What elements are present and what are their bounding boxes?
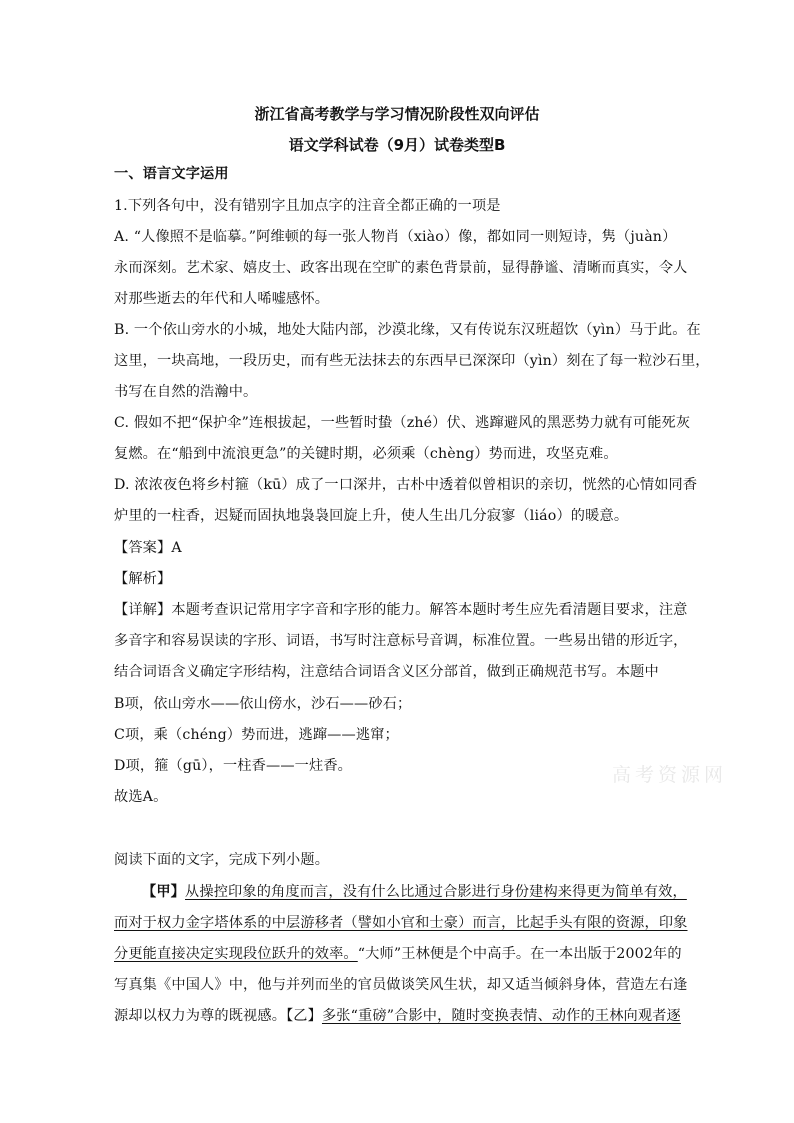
passage-text: 写真集《中国人》中，他与并列而坐的官员做谈笑风生状，却又适当倾斜身体，营造左右逢 xyxy=(114,977,688,993)
conclusion: 故选A。 xyxy=(114,789,168,805)
underlined-text: 而对于权力金字塔体系的中层游移者（譬如小官和士豪）而言，比起手头有限的资源，印象 xyxy=(114,915,688,931)
option-d-line: 炉里的一柱香，迟疑而固执地袅袅回旋上升，使人生出几分寂寥（liáo）的暖意。 xyxy=(114,508,629,524)
underlined-text: 多张“重磅”合影中，随时变换表情、动作的王林向观者逐 xyxy=(321,1008,681,1024)
underlined-text: 从操控印象的角度而言，没有什么比通过合影进行身份建构来得更为简单有效， xyxy=(185,884,687,900)
option-d-line: D. 浓浓夜色将乡村箍（kū）成了一口深井，古朴中透着似曾相识的亲切，恍然的心情如同香 xyxy=(114,477,698,493)
passage-marker-jia: 【甲】 xyxy=(142,884,186,900)
answer: 【答案】A xyxy=(114,540,182,556)
detail-line: 多音字和容易误读的字形、词语，书写时注意标号音调，标准位置。一些易出错的形近字， xyxy=(114,633,688,649)
passage-line xyxy=(114,913,688,933)
option-b-line: 这里，一块高地，一段历史，而有些无法抹去的东西早已深深印（yìn）刻在了每一粒沙石里， xyxy=(114,353,710,369)
detail-line: D项，箍（gū），一柱香——一炷香。 xyxy=(114,758,353,774)
question-1: 1.下列各句中，没有错别字且加点字的注音全都正确的一项是 xyxy=(114,198,501,214)
option-c-line: 复燃。在“船到中流浪更急”的关键时期，必须乘（chèng）势而进，攻坚克难。 xyxy=(114,446,618,462)
passage-line xyxy=(142,882,687,902)
option-a-line: 对那些逝去的年代和人唏嘘感怀。 xyxy=(114,291,330,307)
underlined-text: 分更能直接决定实现段位跃升的效率。 xyxy=(114,946,358,962)
reading-instruction: 阅读下面的文字，完成下列小题。 xyxy=(114,852,330,868)
detail-line: C项，乘（chéng）势而进，逃蹿——逃窜； xyxy=(114,727,399,743)
passage-line xyxy=(114,944,684,964)
watermark: 高考资源网 xyxy=(612,764,728,786)
passage-text: “大师”王林便是个中高手。在一本出版于2002年的 xyxy=(357,946,682,962)
detail-line: 【详解】本题考查识记常用字字音和字形的能力。解答本题时考生应先看清题目要求，注意 xyxy=(114,602,688,618)
detail-line: B项，依山旁水——依山傍水，沙石——砂石； xyxy=(114,696,412,712)
exam-title: 浙江省高考教学与学习情况阶段性双向评估 xyxy=(254,105,540,123)
analysis-heading: 【解析】 xyxy=(114,571,172,587)
option-c-line: C. 假如不把“保护伞”连根拔起，一些暂时蛰（zhé）伏、逃蹿避风的黑恶势力就有可能死灰 xyxy=(114,415,691,431)
option-b-line: B. 一个依山旁水的小城，地处大陆内部，沙漠北缘，又有传说东汉班超饮（yìn）马于此。在 xyxy=(114,322,701,338)
section-heading: 一、语言文字运用 xyxy=(114,166,229,182)
passage-text: 源却以权力为尊的既视感。【乙】 xyxy=(114,1008,322,1024)
option-a-line: 永而深刻。艺术家、嬉皮士、政客出现在空旷的素色背景前，显得静谧、清晰而真实，令人 xyxy=(114,260,688,276)
option-b-line: 书写在自然的浩瀚中。 xyxy=(114,384,258,400)
passage-line xyxy=(114,975,688,995)
detail-line: 结合词语含义确定字形结构，注意结合词语含义区分部首，做到正确规范书写。本题中 xyxy=(114,664,659,680)
exam-subtitle: 语文学科试卷（9月）试卷类型B xyxy=(288,136,506,154)
passage-line xyxy=(114,1006,684,1026)
option-a-line: A. “人像照不是临摹。”阿维顿的每一张人物肖（xiào）像，都如同一则短诗，隽（juàn） xyxy=(114,229,677,245)
